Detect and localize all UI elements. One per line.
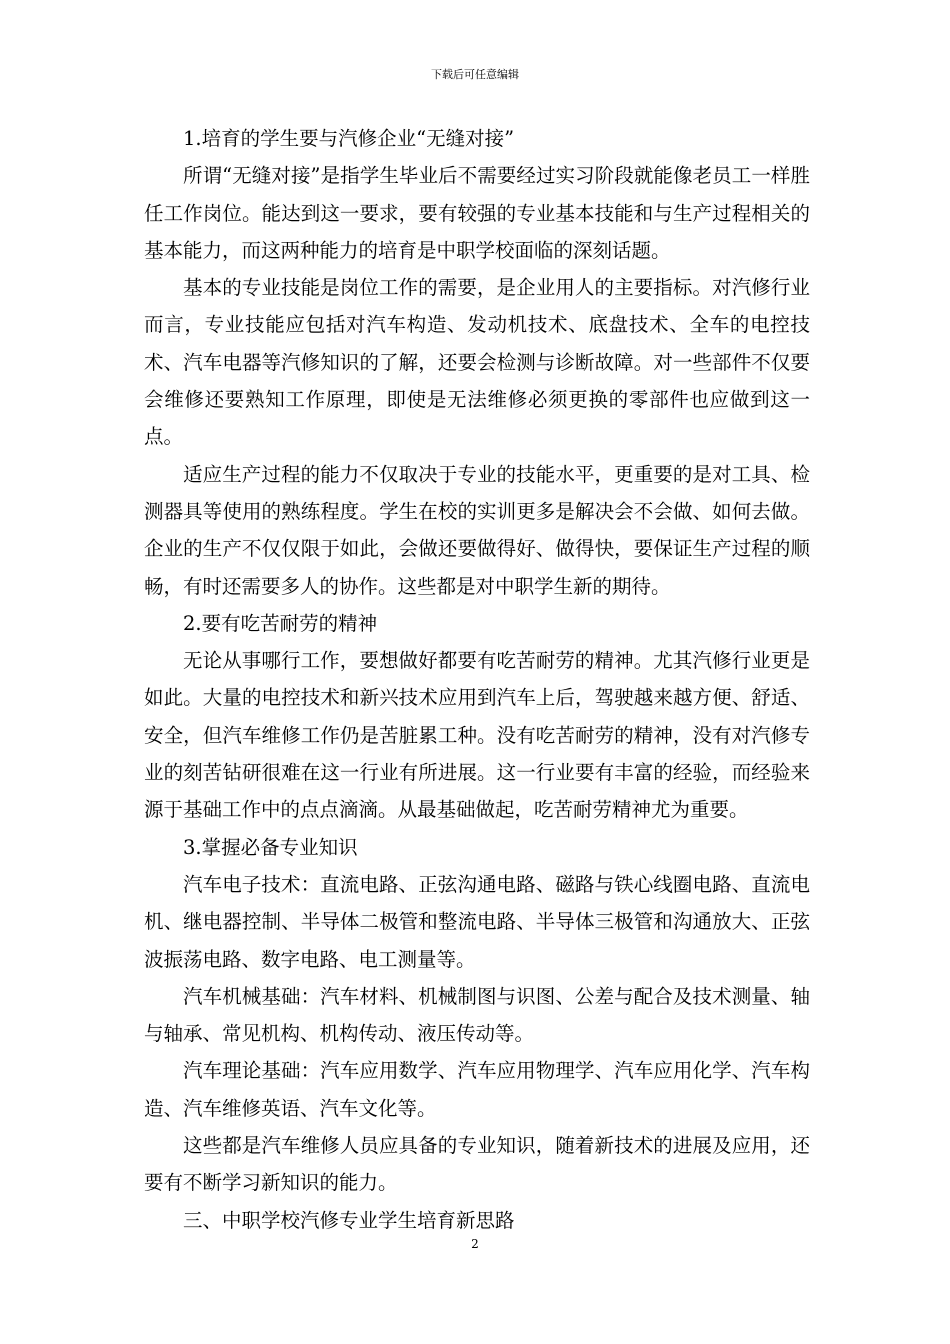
section-heading: 三、中职学校汽修专业学生培育新思路: [183, 1208, 515, 1232]
section-heading: 1.培育的学生要与汽修企业“无缝对接”: [183, 127, 515, 150]
paragraph: 无论从事哪行工作，要想做好都要有吃苦耐劳的精神。尤其汽修行业更是如此。大量的电控技术和新兴技术应用到汽车上后，驾驶越来越方便、舒适、安全，但汽车维修工作仍是苦脏累工种。没有吃苦耐劳的精神，没有对汽修专业的刻苦钻研很难在这一行业有所进展。这一行业要有丰富的经验，而经验来源于基础工作中的点点滴滴。从最基础做起，吃苦耐劳精神尤为重要。: [144, 649, 810, 822]
page-header: 下载后可任意编辑: [431, 68, 519, 81]
paragraph: 适应生产过程的能力不仅取决于专业的技能水平，更重要的是对工具、检测器具等使用的熟练程度。学生在校的实训更多是解决会不会做、如何去做。企业的生产不仅仅限于如此，会做还要做得好、做得快，要保证生产过程的顺畅，有时还需要多人的协作。这些都是对中职学生新的期待。: [144, 462, 810, 598]
paragraph: 所谓“无缝对接”是指学生毕业后不需要经过实习阶段就能像老员工一样胜任工作岗位。能达到这一要求，要有较强的专业基本技能和与生产过程相关的基本能力，而这两种能力的培育是中职学校面临的深刻话题。: [144, 164, 810, 262]
paragraph: 这些都是汽车维修人员应具备的专业知识，随着新技术的进展及应用，还要有不断学习新知识的能力。: [144, 1134, 810, 1195]
paragraph: 汽车理论基础：汽车应用数学、汽车应用物理学、汽车应用化学、汽车构造、汽车维修英语、汽车文化等。: [144, 1059, 810, 1120]
section-heading: 2.要有吃苦耐劳的精神: [183, 611, 378, 635]
document-body: [144, 120, 810, 1239]
paragraph: 汽车电子技术：直流电路、正弦沟通电路、磁路与铁心线圈电路、直流电机、继电器控制、半导体二极管和整流电路、半导体三极管和沟通放大、正弦波振荡电路、数字电路、电工测量等。: [144, 872, 810, 971]
paragraph: 汽车机械基础：汽车材料、机械制图与识图、公差与配合及技术测量、轴与轴承、常见机构、机构传动、液压传动等。: [144, 984, 810, 1046]
page-number: 2: [471, 1237, 479, 1251]
paragraph: 基本的专业技能是岗位工作的需要，是企业用人的主要指标。对汽修行业而言，专业技能应包括对汽车构造、发动机技术、底盘技术、全车的电控技术、汽车电器等汽修知识的了解，还要会检测与诊断故障。对一些部件不仅要会维修还要熟知工作原理，即使是无法维修必须更换的零部件也应做到这一点。: [144, 276, 810, 449]
section-heading: 3.掌握必备专业知识: [183, 835, 358, 859]
